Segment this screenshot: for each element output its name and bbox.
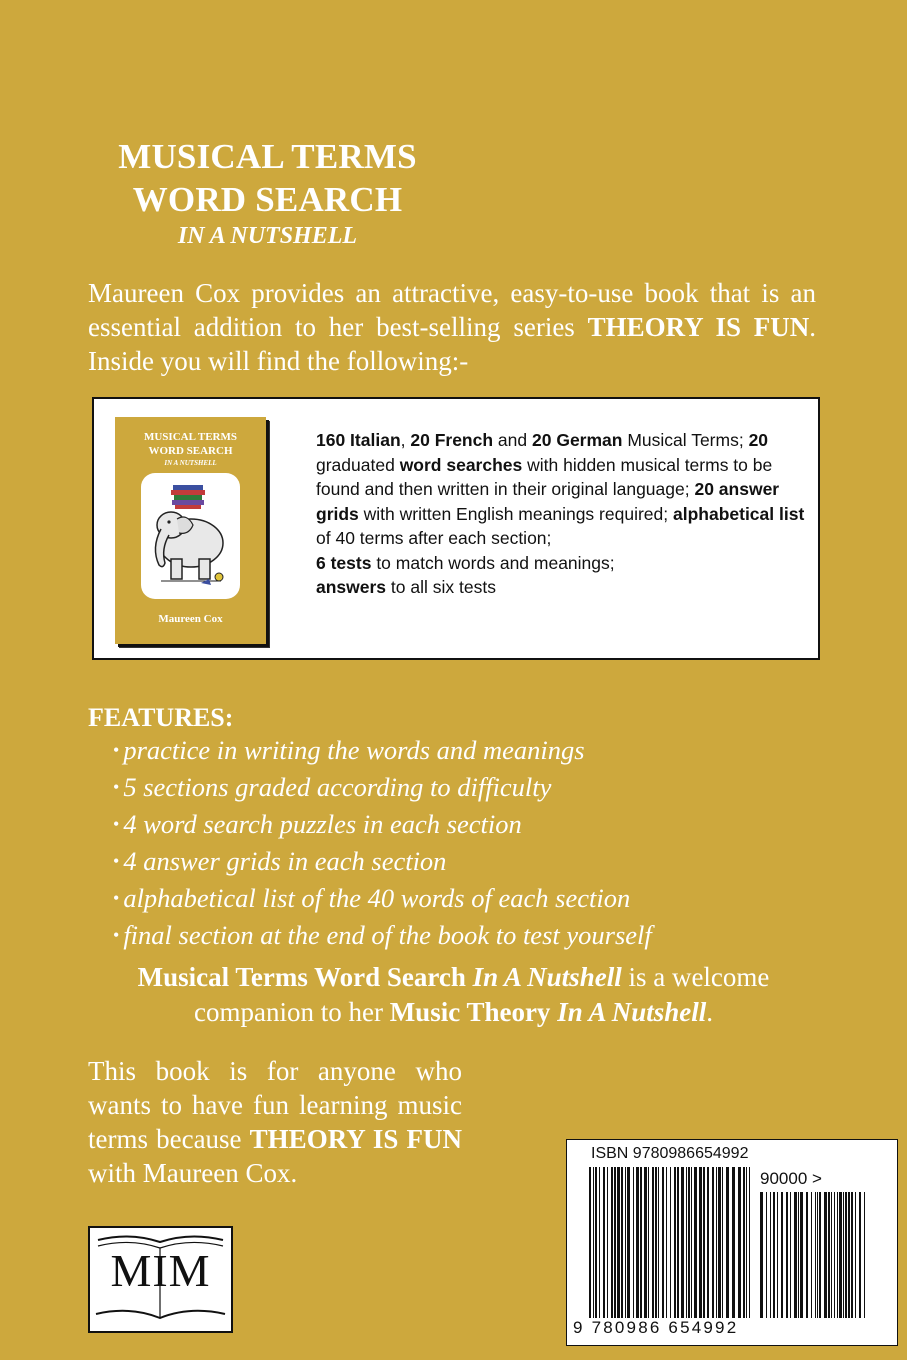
feature-text: alphabetical list of the 40 words of each section: [123, 883, 631, 913]
companion-statement: [0, 960, 907, 1030]
cover-title-3: IN A NUTSHELL: [164, 459, 217, 467]
bullet-icon: •: [113, 925, 120, 945]
text-meanings: with written English meanings required;: [358, 503, 673, 524]
publisher-logo-text: MIM: [110, 1245, 211, 1296]
book-cover-thumbnail: [115, 417, 266, 644]
count-word-searches: 20: [748, 430, 769, 450]
title-subtitle: IN A NUTSHELL: [177, 223, 358, 249]
companion-other-subtitle: In A Nutshell: [557, 997, 707, 1027]
cover-title-2: WORD SEARCH: [148, 445, 233, 457]
closing-paragraph: [88, 1054, 462, 1190]
elephant-illustration: [141, 473, 240, 599]
tests-label: 6 tests: [316, 552, 372, 573]
text-match: to match words and meanings;: [371, 552, 615, 573]
list-item: [113, 770, 652, 807]
isbn-digits: 9 780986 654992: [573, 1318, 739, 1337]
text-terms-after: of 40 terms after each section;: [316, 528, 552, 548]
word-searches-label: word searches: [399, 454, 523, 475]
bullet-icon: •: [113, 777, 120, 797]
alphabetical-list-label: alphabetical list: [672, 503, 805, 524]
feature-text: 4 word search puzzles in each section: [123, 809, 522, 839]
text-all-tests: to all six tests: [386, 577, 496, 597]
publisher-logo: [88, 1226, 233, 1333]
intro-series-name: THEORY IS FUN: [587, 312, 810, 342]
list-item: [113, 733, 652, 770]
text-sep: ,: [400, 430, 411, 450]
feature-text: 5 sections graded according to difficulty: [123, 772, 552, 802]
bullet-icon: •: [113, 814, 120, 834]
count-french: 20 French: [410, 430, 494, 450]
contents-box: [92, 397, 820, 660]
companion-text-3: .: [706, 997, 714, 1027]
feature-text: 4 answer grids in each section: [123, 846, 447, 876]
text-graduated: graduated: [316, 454, 400, 475]
companion-book-subtitle: In A Nutshell: [472, 962, 622, 992]
title-line-1: MUSICAL TERMS: [118, 137, 417, 176]
intro-text-1: Maureen Cox provides an attractive, easy-to-use book that is an essential addition to her best-selling series: [88, 278, 816, 342]
list-item: [113, 844, 652, 881]
companion-book-title: Musical Terms Word Search: [137, 962, 473, 992]
count-italian: 160 Italian: [316, 430, 401, 450]
intro-text-2: . Inside you will find the following:-: [88, 312, 816, 376]
answer-grids-label: 20 answer grids: [316, 479, 780, 524]
text-musical-terms: Musical Terms;: [622, 430, 749, 450]
contents-description: [316, 428, 806, 600]
title-line-2: WORD SEARCH: [132, 180, 403, 219]
closing-series-name: THEORY IS FUN: [249, 1124, 462, 1154]
features-heading: FEATURES:: [88, 703, 234, 732]
feature-text: practice in writing the words and meanings: [123, 735, 585, 765]
bullet-icon: •: [113, 888, 120, 908]
text-and: and: [493, 430, 532, 450]
list-item: [113, 881, 652, 918]
answers-label: answers: [316, 577, 387, 597]
companion-text-1: is a welcome: [621, 962, 770, 992]
bullet-icon: •: [113, 740, 120, 760]
count-german: 20 German: [532, 430, 623, 450]
features-list: [113, 733, 652, 955]
isbn-label: ISBN 9780986654992: [591, 1145, 749, 1162]
elephant-icon: [141, 473, 240, 599]
cover-title-1: MUSICAL TERMS: [143, 431, 237, 443]
list-item: [113, 807, 652, 844]
cover-author: Maureen Cox: [158, 613, 223, 625]
barcode: [566, 1139, 898, 1346]
companion-other-title: Music Theory: [389, 997, 558, 1027]
closing-text-2: with Maureen Cox.: [88, 1158, 298, 1188]
intro-paragraph: [88, 276, 816, 378]
companion-text-2: companion to her: [193, 997, 390, 1027]
list-item: [113, 918, 652, 955]
closing-text-1: This book is for anyone who wants to have fun learning music terms because: [88, 1056, 462, 1154]
bullet-icon: •: [113, 851, 120, 871]
price-code: 90000 >: [760, 1169, 822, 1188]
barcode-icon: [567, 1140, 897, 1345]
feature-text: final section at the end of the book to test yourself: [123, 920, 652, 950]
text-hidden-terms: with hidden musical terms to be found and then written in their original language;: [316, 454, 773, 499]
